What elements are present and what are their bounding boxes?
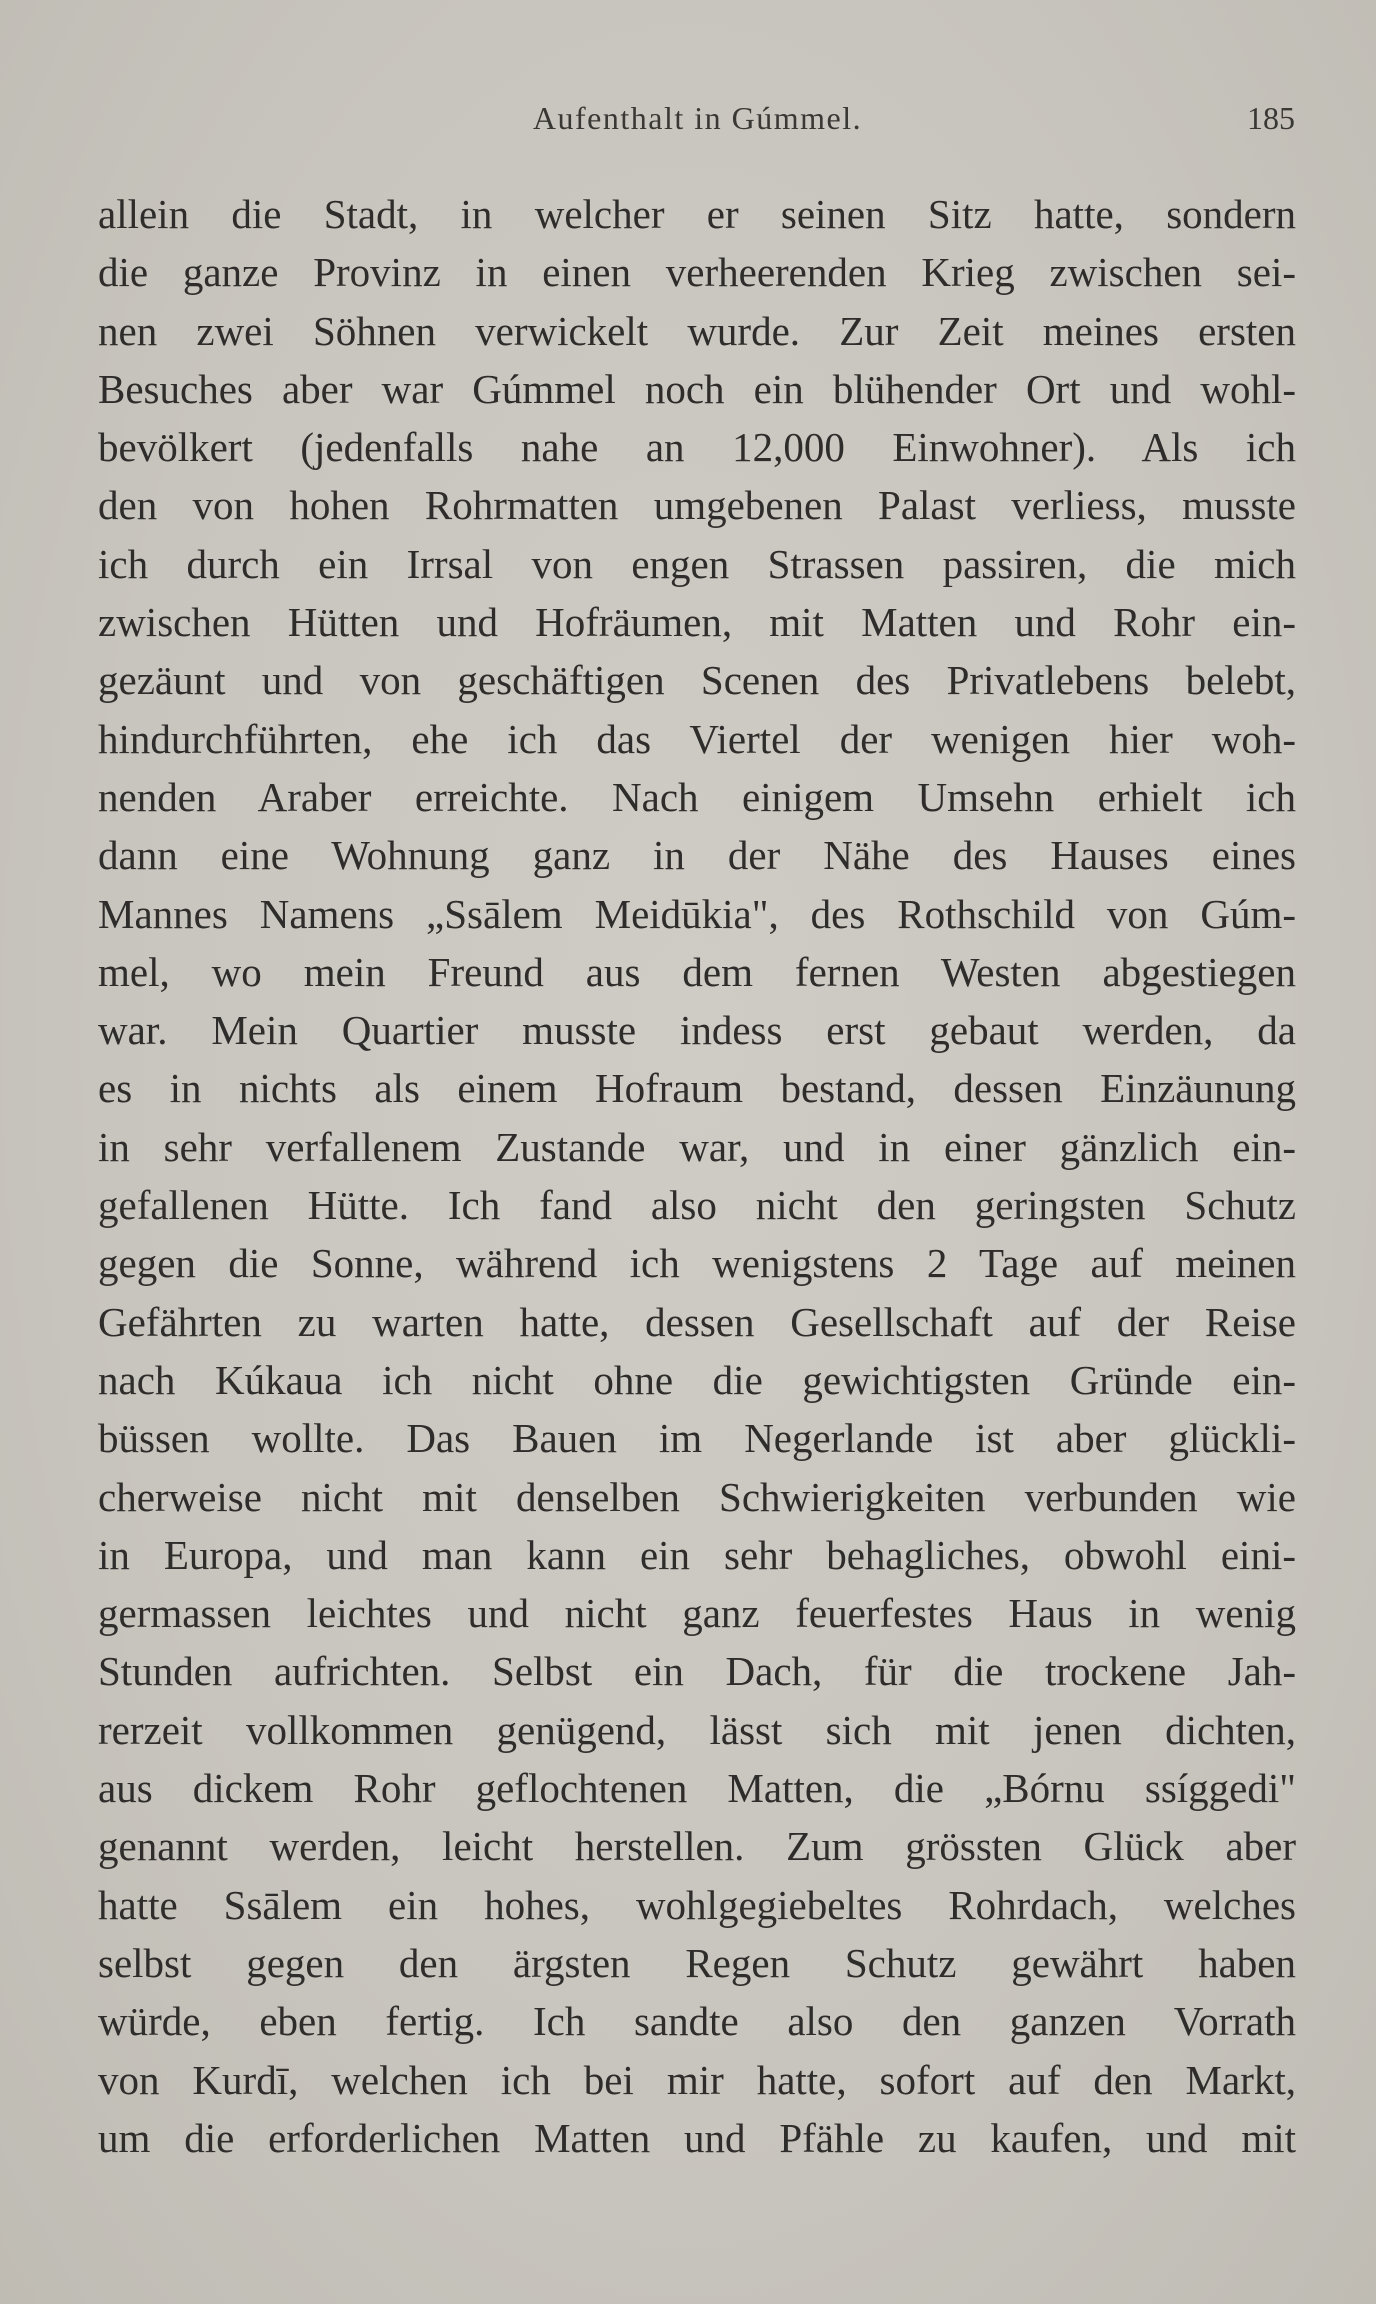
text-line: in Europa, und man kann ein sehr behagliches, obwohl eini- [98, 1531, 1296, 1578]
text-line: Gefährten zu warten hatte, dessen Gesellschaft auf der Reise [98, 1298, 1296, 1345]
running-title: Aufenthalt in Gúmmel. [532, 100, 863, 136]
text-line: germassen leichtes und nicht ganz feuerfestes Haus in wenig [98, 1590, 1296, 1637]
text-line: allein die Stadt, in welcher er seinen Sitz hatte, sondern [98, 191, 1296, 237]
text-line: hindurchführten, ehe ich das Viertel der wenigen hier woh- [98, 715, 1296, 762]
text-line: Stunden aufrichten. Selbst ein Dach, für die trockene Jah- [98, 1648, 1296, 1695]
text-line: die ganze Provinz in einen verheerenden Krieg zwischen sei- [98, 249, 1296, 296]
text-line: gefallenen Hütte. Ich fand also nicht den geringsten Schutz [98, 1182, 1296, 1229]
text-line: war. Mein Quartier musste indess erst gebaut werden, da [98, 1007, 1296, 1054]
text-line: in sehr verfallenem Zustande war, und in einer gänzlich ein- [98, 1123, 1296, 1170]
text-line: nach Kúkaua ich nicht ohne die gewichtigsten Gründe ein- [98, 1356, 1296, 1403]
text-line: nen zwei Söhnen verwickelt wurde. Zur Zeit meines ersten [98, 307, 1296, 354]
text-line: es in nichts als einem Hofraum bestand, dessen Einzäunung [98, 1065, 1296, 1112]
text-line: Mannes Namens „Ssālem Meidūkia", des Rothschild von Gúm- [98, 890, 1296, 937]
text-line: gegen die Sonne, während ich wenigstens 2 Tage auf meinen [98, 1240, 1296, 1287]
text-line: um die erforderlichen Matten und Pfähle zu kaufen, und mit [98, 2114, 1296, 2161]
text-line: genannt werden, leicht herstellen. Zum grössten Glück aber [98, 1823, 1296, 1870]
text-line: rerzeit vollkommen genügend, lässt sich mit jenen dichten, [98, 1706, 1296, 1753]
text-line: selbst gegen den ärgsten Regen Schutz gewährt haben [98, 1939, 1296, 1986]
text-line: cherweise nicht mit denselben Schwierigkeiten verbunden wie [98, 1473, 1296, 1520]
text-line: von Kurdī, welchen ich bei mir hatte, sofort auf den Markt, [98, 2056, 1296, 2103]
text-line: Besuches aber war Gúmmel noch ein blühender Ort und wohl- [98, 365, 1296, 412]
text-line: gezäunt und von geschäftigen Scenen des Privatlebens belebt, [98, 657, 1296, 704]
text-line: aus dickem Rohr geflochtenen Matten, die „Bórnu ssíggedi" [98, 1765, 1296, 1812]
text-line: hatte Ssālem ein hohes, wohlgegiebeltes Rohrdach, welches [98, 1881, 1296, 1928]
text-line: bevölkert (jedenfalls nahe an 12,000 Einwohner). Als ich [98, 424, 1296, 471]
running-head [100, 100, 1295, 148]
text-line: würde, eben fertig. Ich sandte also den ganzen Vorrath [98, 1998, 1296, 2045]
text-line: zwischen Hütten und Hofräumen, mit Matten und Rohr ein- [98, 599, 1296, 646]
body-text [98, 185, 1296, 2167]
text-line: nenden Araber erreichte. Nach einigem Umsehn erhielt ich [98, 773, 1296, 820]
text-line: büssen wollte. Das Bauen im Negerlande ist aber glückli- [98, 1415, 1296, 1462]
text-line: den von hohen Rohrmatten umgebenen Palast verliess, musste [98, 482, 1296, 529]
text-line: ich durch ein Irrsal von engen Strassen passiren, die mich [98, 540, 1296, 587]
text-line: dann eine Wohnung ganz in der Nähe des Hauses eines [98, 832, 1296, 879]
text-line: mel, wo mein Freund aus dem fernen Westen abgestiegen [98, 948, 1296, 995]
page-number: 185 [1247, 100, 1295, 136]
